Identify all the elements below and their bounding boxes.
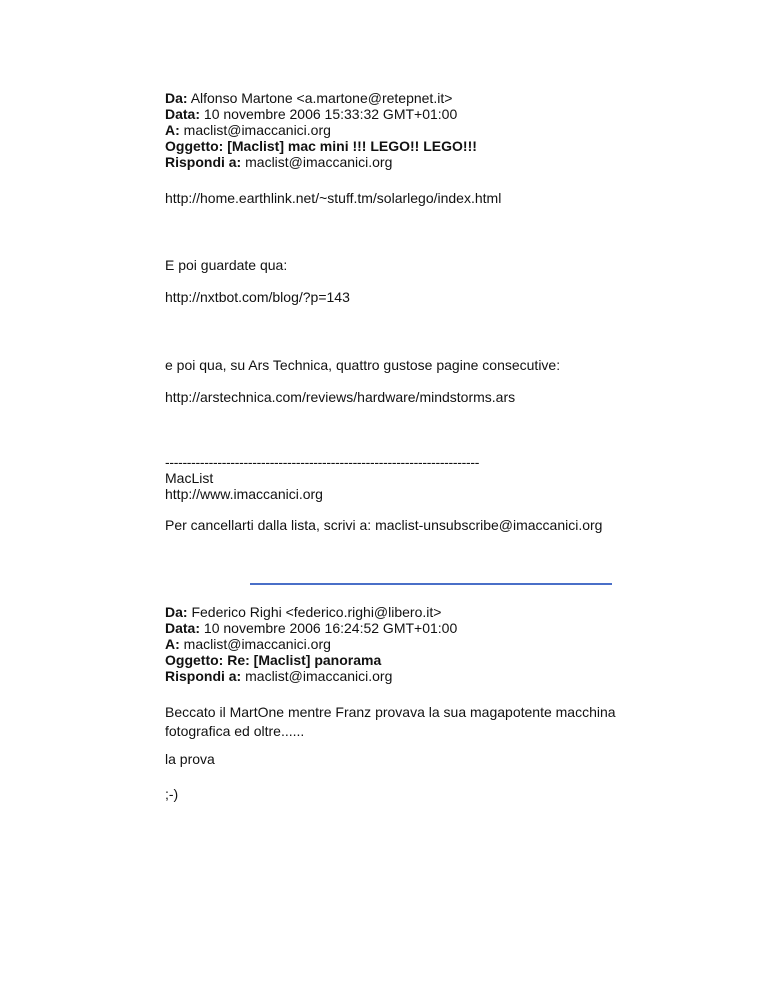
message-separator-line — [250, 583, 612, 585]
msg2-to — [165, 636, 331, 653]
msg2-reply-to — [165, 668, 392, 685]
msg2-from — [165, 604, 441, 621]
msg1-to — [165, 122, 331, 139]
subject-value: Re: [Maclist] panorama — [227, 652, 382, 668]
reply-value: maclist@imaccanici.org — [245, 668, 393, 684]
msg1-body-text: E poi guardate qua: — [165, 257, 288, 273]
date-label: Data: — [165, 620, 201, 636]
msg1-link-nxtbot[interactable]: http://nxtbot.com/blog/?p=143 — [165, 289, 350, 305]
from-label: Da: — [165, 90, 188, 106]
reply-value: maclist@imaccanici.org — [245, 154, 393, 170]
date-value: 10 novembre 2006 15:33:32 GMT+01:00 — [203, 106, 458, 122]
reply-label: Rispondi a: — [165, 668, 242, 684]
to-label: A: — [165, 636, 180, 652]
from-value: Alfonso Martone <a.martone@retepnet.it> — [190, 90, 453, 106]
from-value: Federico Righi <federico.righi@libero.it> — [191, 604, 442, 620]
to-value: maclist@imaccanici.org — [183, 122, 331, 138]
footer-list-url[interactable]: http://www.imaccanici.org — [165, 486, 323, 502]
msg1-reply-to — [165, 154, 392, 171]
subject-value: [Maclist] mac mini !!! LEGO!! LEGO!!! — [227, 138, 477, 154]
msg1-body-text: e poi qua, su Ars Technica, quattro gustose pagine consecutive: — [165, 357, 561, 373]
msg2-body-text: ;-) — [165, 786, 179, 802]
footer-list-name: MacList — [165, 470, 214, 486]
from-label: Da: — [165, 604, 188, 620]
msg2-subject — [165, 652, 381, 669]
msg1-link-arstechnica[interactable]: http://arstechnica.com/reviews/hardware/mindstorms.ars — [165, 389, 516, 405]
msg1-subject — [165, 138, 477, 155]
msg1-date — [165, 106, 457, 123]
msg2-body-text: Beccato il MartOne mentre Franz provava la sua magapotente macchina fotografica ed oltre...... — [165, 704, 616, 739]
to-label: A: — [165, 122, 180, 138]
msg2-date — [165, 620, 457, 637]
subject-label: Oggetto: — [165, 652, 224, 668]
msg1-from — [165, 90, 452, 107]
footer-unsubscribe: Per cancellarti dalla lista, scrivi a: maclist-unsubscribe@imaccanici.org — [165, 517, 603, 533]
date-label: Data: — [165, 106, 201, 122]
to-value: maclist@imaccanici.org — [183, 636, 331, 652]
footer-dashes: ------------------------------------------------------------------------ — [165, 454, 480, 470]
msg2-body-text: la prova — [165, 751, 215, 767]
subject-label: Oggetto: — [165, 138, 224, 154]
reply-label: Rispondi a: — [165, 154, 242, 170]
date-value: 10 novembre 2006 16:24:52 GMT+01:00 — [203, 620, 458, 636]
msg1-link-solarlego[interactable]: http://home.earthlink.net/~stuff.tm/solarlego/index.html — [165, 190, 502, 206]
